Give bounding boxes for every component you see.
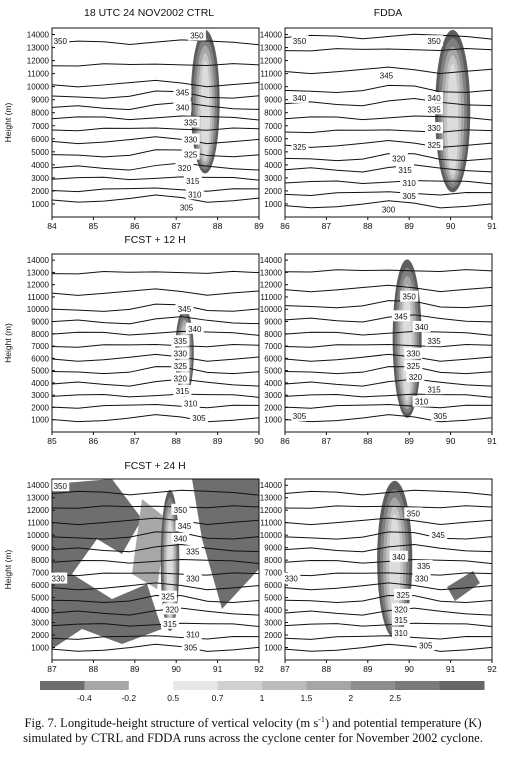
contour-label: 350 <box>427 37 441 47</box>
y-tick-label: 3000 <box>31 391 49 401</box>
isentrope <box>285 636 492 640</box>
isentrope <box>52 636 259 640</box>
panel-title: FCST + 12 H <box>124 234 186 246</box>
x-tick-label: 87 <box>321 221 332 231</box>
contour-label: 305 <box>419 641 433 651</box>
y-tick-label: 6000 <box>31 581 49 591</box>
y-tick-label: 5000 <box>264 593 282 603</box>
y-tick-label: 1000 <box>264 643 282 653</box>
isentrope <box>285 405 492 409</box>
y-tick-label: 8000 <box>264 556 282 566</box>
y-tick-label: 1000 <box>31 643 49 653</box>
y-tick-label: 12000 <box>26 506 49 516</box>
x-tick-label: 89 <box>404 221 414 231</box>
y-tick-label: 6000 <box>31 134 49 144</box>
x-tick-label: 90 <box>254 436 264 446</box>
y-tick-label: 1000 <box>264 199 282 209</box>
contour-label: 340 <box>427 93 441 103</box>
x-tick-label: 86 <box>280 436 290 446</box>
y-tick-label: 7000 <box>31 568 49 578</box>
panel-title: 18 UTC 24 NOV2002 CTRL <box>84 7 215 19</box>
isentrope <box>52 150 259 157</box>
isentrope <box>52 289 259 296</box>
contour-label: 305 <box>192 413 206 423</box>
isentrope <box>52 163 259 170</box>
contour-label: 310 <box>394 628 408 638</box>
isentrope <box>52 415 259 422</box>
panel-4 <box>260 254 497 446</box>
x-tick-label: 90 <box>404 664 414 674</box>
contour-label: 330 <box>184 135 198 145</box>
caption-sup: -1 <box>318 715 325 724</box>
y-tick-label: 12000 <box>259 280 282 290</box>
isentrope <box>52 394 259 397</box>
y-tick-label: 4000 <box>264 160 282 170</box>
y-tick-label: 10000 <box>259 305 282 315</box>
isentrope <box>52 188 259 192</box>
panel-2 <box>260 7 497 231</box>
isentrope <box>52 379 259 386</box>
x-tick-label: 87 <box>47 664 57 674</box>
contour-label: 335 <box>186 547 200 557</box>
colorbar-segment <box>173 681 218 690</box>
contour-label: 320 <box>394 605 408 615</box>
panel-title: FDDA <box>373 7 403 19</box>
colorbar-segment <box>440 681 485 690</box>
contour-label: 320 <box>408 372 423 382</box>
isentrope <box>285 354 492 361</box>
contour-label: 340 <box>414 322 429 332</box>
contour-label: 315 <box>186 177 200 187</box>
x-tick-label: 90 <box>445 436 456 446</box>
colorbar-label: 1.5 <box>300 693 313 703</box>
contour-label: 330 <box>173 349 188 359</box>
contour-label: 330 <box>186 574 200 584</box>
isentrope <box>285 379 492 386</box>
contour-label: 315 <box>398 165 412 175</box>
isentrope <box>52 271 259 273</box>
y-tick-label: 4000 <box>31 606 49 616</box>
contour-label: 350 <box>406 509 421 519</box>
y-tick-label: 14000 <box>259 256 282 266</box>
isentrope <box>285 344 492 347</box>
y-tick-label: 14000 <box>26 481 49 491</box>
y-tick-label: 6000 <box>264 581 282 591</box>
x-tick-label: 84 <box>47 221 57 231</box>
contour-label: 350 <box>53 482 67 492</box>
x-tick-label: 89 <box>130 664 140 674</box>
isentrope <box>52 40 259 45</box>
y-tick-label: 11000 <box>27 292 49 302</box>
x-tick-label: 91 <box>445 664 456 674</box>
contour-label: 305 <box>402 192 416 202</box>
isentrope <box>52 644 259 651</box>
contour-label: 310 <box>188 190 202 200</box>
y-tick-label: 10000 <box>259 531 282 541</box>
y-tick-label: 12000 <box>259 506 282 516</box>
contour-label: 330 <box>51 574 65 584</box>
y-tick-label: 13000 <box>26 268 49 278</box>
colorbar-label: 2 <box>348 693 354 703</box>
isentrope <box>285 192 492 196</box>
y-tick-label: 3000 <box>31 618 49 628</box>
contour-label: 330 <box>284 574 298 584</box>
isentrope <box>52 405 259 409</box>
contour-label: 335 <box>184 118 198 128</box>
x-tick-label: 88 <box>171 436 181 446</box>
y-tick-label: 8000 <box>264 329 282 339</box>
y-tick-label: 11000 <box>260 292 282 302</box>
isentrope <box>52 304 259 311</box>
x-tick-label: 86 <box>130 221 140 231</box>
contour-label: 345 <box>175 88 190 98</box>
y-tick-label: 6000 <box>264 354 282 364</box>
y-tick-label: 3000 <box>31 173 49 183</box>
x-tick-label: 89 <box>212 436 223 446</box>
y-tick-label: 5000 <box>31 147 49 157</box>
y-tick-label: 10000 <box>26 82 49 92</box>
x-tick-label: 87 <box>171 221 181 231</box>
x-tick-label: 88 <box>88 664 99 674</box>
x-tick-label: 88 <box>363 436 373 446</box>
y-tick-label: 8000 <box>31 556 49 566</box>
y-tick-label: 10000 <box>26 305 49 315</box>
colorbar-segment <box>351 681 396 690</box>
y-tick-label: 11000 <box>27 69 49 79</box>
isentrope <box>285 394 492 397</box>
contour-label: 340 <box>392 552 406 562</box>
caption-suffix: ) and potential temperature (K) simulated by CTRL and FDDA runs across the cyclone center for November 2002 cyclone. <box>23 716 483 746</box>
colorbar-label: -0.4 <box>77 693 92 703</box>
x-tick-label: 86 <box>88 436 99 446</box>
y-tick-label: 7000 <box>31 121 49 131</box>
y-tick-label: 3000 <box>264 618 282 628</box>
y-tick-label: 2000 <box>264 403 282 413</box>
colorbar-segment <box>218 681 263 690</box>
x-tick-label: 91 <box>487 436 497 446</box>
contour-label: 305 <box>179 203 194 213</box>
y-tick-label: 14000 <box>259 481 282 491</box>
contour-label: 345 <box>177 522 192 532</box>
x-tick-label: 91 <box>212 664 223 674</box>
contour-label: 345 <box>177 305 192 315</box>
y-tick-label: 7000 <box>264 342 282 352</box>
contour-label: 325 <box>406 362 421 372</box>
isentrope <box>52 116 259 120</box>
y-tick-label: 5000 <box>264 147 282 157</box>
contour-label: 335 <box>427 337 441 347</box>
isentrope <box>52 331 259 335</box>
isentrope <box>52 317 259 324</box>
y-tick-label: 4000 <box>31 160 49 170</box>
contour-label: 330 <box>406 349 421 359</box>
contour-label: 315 <box>163 619 177 629</box>
y-tick-label: 2000 <box>31 631 49 641</box>
contour-label: 350 <box>402 292 416 302</box>
isentrope <box>52 195 259 202</box>
contour-label: 345 <box>394 312 408 322</box>
y-tick-label: 10000 <box>259 82 282 92</box>
x-tick-label: 92 <box>487 664 497 674</box>
contour-label: 350 <box>53 37 67 47</box>
colorbar-label: -0.2 <box>121 693 137 703</box>
colorbar-label: 0.7 <box>211 693 224 703</box>
updraft-contour <box>447 64 458 175</box>
isentrope <box>52 344 259 347</box>
contour-label: 310 <box>186 630 200 640</box>
isentrope <box>52 137 259 144</box>
y-tick-label: 3000 <box>264 391 282 401</box>
contour-label: 310 <box>184 399 198 409</box>
y-tick-label: 5000 <box>31 593 49 603</box>
x-tick-label: 89 <box>363 664 373 674</box>
colorbar <box>40 681 485 703</box>
y-tick-label: 11000 <box>260 69 282 79</box>
contour-label: 340 <box>188 324 202 334</box>
x-tick-label: 86 <box>280 221 290 231</box>
x-tick-label: 85 <box>47 436 57 446</box>
x-tick-label: 91 <box>487 221 497 231</box>
y-axis-label: Height (m) <box>3 549 13 590</box>
isentrope <box>285 285 492 292</box>
isentrope <box>285 301 492 308</box>
contour-label: 340 <box>173 534 188 544</box>
x-tick-label: 87 <box>130 436 140 446</box>
updraft-contour <box>402 293 411 401</box>
y-tick-label: 6000 <box>31 354 49 364</box>
panel-frame <box>52 28 259 217</box>
isentrope <box>285 331 492 335</box>
isentrope <box>52 354 259 361</box>
y-tick-label: 9000 <box>31 317 49 327</box>
colorbar-segment <box>306 681 351 690</box>
y-tick-label: 13000 <box>259 493 282 503</box>
panel-5 <box>3 460 264 674</box>
x-tick-label: 90 <box>171 664 181 674</box>
y-tick-label: 14000 <box>26 256 49 266</box>
x-tick-label: 92 <box>254 664 264 674</box>
contour-label: 325 <box>173 362 188 372</box>
contour-label: 325 <box>427 141 441 151</box>
colorbar-segment <box>40 681 85 690</box>
isentrope <box>285 270 492 272</box>
y-tick-label: 4000 <box>264 606 282 616</box>
isentrope <box>285 315 492 322</box>
x-tick-label: 89 <box>404 436 414 446</box>
isentrope <box>285 34 492 39</box>
contour-label: 310 <box>414 397 429 407</box>
y-tick-label: 14000 <box>26 30 49 40</box>
y-axis-label: Height (m) <box>3 102 13 143</box>
y-tick-label: 9000 <box>31 543 49 553</box>
contour-label: 315 <box>427 385 441 395</box>
panel-6 <box>260 479 497 674</box>
caption-prefix: Fig. 7. Longitude-height structure of vertical velocity (m s <box>24 716 319 731</box>
y-axis-label: Height (m) <box>3 323 13 363</box>
colorbar-segment <box>262 681 307 690</box>
y-tick-label: 3000 <box>264 173 282 183</box>
contour-label: 320 <box>173 374 188 384</box>
contour-label: 305 <box>184 643 198 653</box>
contour-label: 320 <box>392 154 406 164</box>
y-tick-label: 9000 <box>264 95 282 105</box>
figure-caption <box>18 712 488 746</box>
isentrope <box>52 367 259 374</box>
x-tick-label: 88 <box>212 221 223 231</box>
y-tick-label: 1000 <box>31 199 49 209</box>
contour-label: 335 <box>173 337 188 347</box>
x-tick-label: 87 <box>280 664 290 674</box>
isentrope <box>52 80 259 87</box>
contour-label: 325 <box>396 590 410 600</box>
panel-title: FCST + 24 H <box>124 460 186 472</box>
y-tick-label: 13000 <box>26 43 49 53</box>
contour-label: 330 <box>414 574 429 584</box>
contour-label: 335 <box>417 561 431 571</box>
contour-label: 320 <box>177 163 192 173</box>
contour-label: 325 <box>161 592 175 602</box>
y-tick-label: 9000 <box>264 317 282 327</box>
y-tick-label: 9000 <box>264 543 282 553</box>
x-tick-label: 89 <box>254 221 264 231</box>
contour-label: 330 <box>427 124 441 134</box>
y-tick-label: 5000 <box>264 366 282 376</box>
y-tick-label: 2000 <box>264 631 282 641</box>
y-tick-label: 7000 <box>264 121 282 131</box>
contour-label: 305 <box>292 411 307 421</box>
contour-label: 325 <box>292 143 307 153</box>
contour-label: 310 <box>402 178 416 188</box>
isentrope <box>52 91 259 98</box>
y-tick-label: 5000 <box>31 366 49 376</box>
y-tick-label: 11000 <box>27 518 49 528</box>
contour-label: 300 <box>381 205 396 215</box>
x-tick-label: 87 <box>321 436 332 446</box>
x-tick-label: 88 <box>321 664 332 674</box>
colorbar-label: 2.5 <box>389 693 402 703</box>
isentrope <box>52 102 259 109</box>
y-tick-label: 12000 <box>26 280 49 290</box>
y-tick-label: 11000 <box>260 518 282 528</box>
panel-3 <box>3 234 264 446</box>
contour-label: 350 <box>173 505 188 515</box>
colorbar-label: 0.5 <box>167 693 180 703</box>
isentrope <box>52 128 259 131</box>
contour-label: 340 <box>292 93 307 103</box>
isentrope <box>52 177 259 180</box>
y-tick-label: 9000 <box>31 95 49 105</box>
y-tick-label: 8000 <box>31 108 49 118</box>
y-tick-label: 7000 <box>31 342 49 352</box>
x-tick-label: 88 <box>363 221 373 231</box>
y-tick-label: 12000 <box>26 56 49 66</box>
isentrope <box>52 64 259 66</box>
contour-label: 345 <box>431 531 445 541</box>
contour-label: 315 <box>175 387 190 397</box>
y-tick-label: 2000 <box>264 186 282 196</box>
negative-w-region <box>192 479 259 609</box>
negative-w-region <box>447 571 480 601</box>
y-tick-label: 2000 <box>31 186 49 196</box>
y-tick-label: 2000 <box>31 403 49 413</box>
y-tick-label: 13000 <box>259 268 282 278</box>
colorbar-label: 1 <box>259 693 265 703</box>
x-tick-label: 90 <box>445 221 456 231</box>
isentrope <box>285 641 492 651</box>
y-tick-label: 12000 <box>259 56 282 66</box>
contour-label: 320 <box>165 605 179 615</box>
y-tick-label: 4000 <box>264 378 282 388</box>
contour-label: 340 <box>175 103 190 113</box>
isentrope <box>285 415 492 422</box>
contour-label: 350 <box>190 31 204 41</box>
contour-label: 345 <box>379 71 394 81</box>
y-tick-label: 4000 <box>31 378 49 388</box>
y-tick-label: 10000 <box>26 531 49 541</box>
contour-label: 315 <box>394 616 408 626</box>
y-tick-label: 6000 <box>264 134 282 144</box>
contour-label: 325 <box>184 150 198 160</box>
y-tick-label: 14000 <box>259 30 282 40</box>
y-tick-label: 1000 <box>264 415 282 425</box>
panel-1 <box>3 7 264 231</box>
colorbar-segment <box>129 681 174 690</box>
y-tick-label: 8000 <box>31 329 49 339</box>
y-tick-label: 13000 <box>259 43 282 53</box>
isentrope <box>285 367 492 374</box>
contour-label: 305 <box>433 411 447 421</box>
colorbar-segment <box>395 681 440 690</box>
contour-label: 335 <box>427 105 441 115</box>
y-tick-label: 1000 <box>31 415 49 425</box>
y-tick-label: 8000 <box>264 108 282 118</box>
x-tick-label: 85 <box>88 221 99 231</box>
y-tick-label: 7000 <box>264 568 282 578</box>
contour-label: 350 <box>292 37 307 47</box>
colorbar-segment <box>84 681 129 690</box>
y-tick-label: 13000 <box>26 493 49 503</box>
